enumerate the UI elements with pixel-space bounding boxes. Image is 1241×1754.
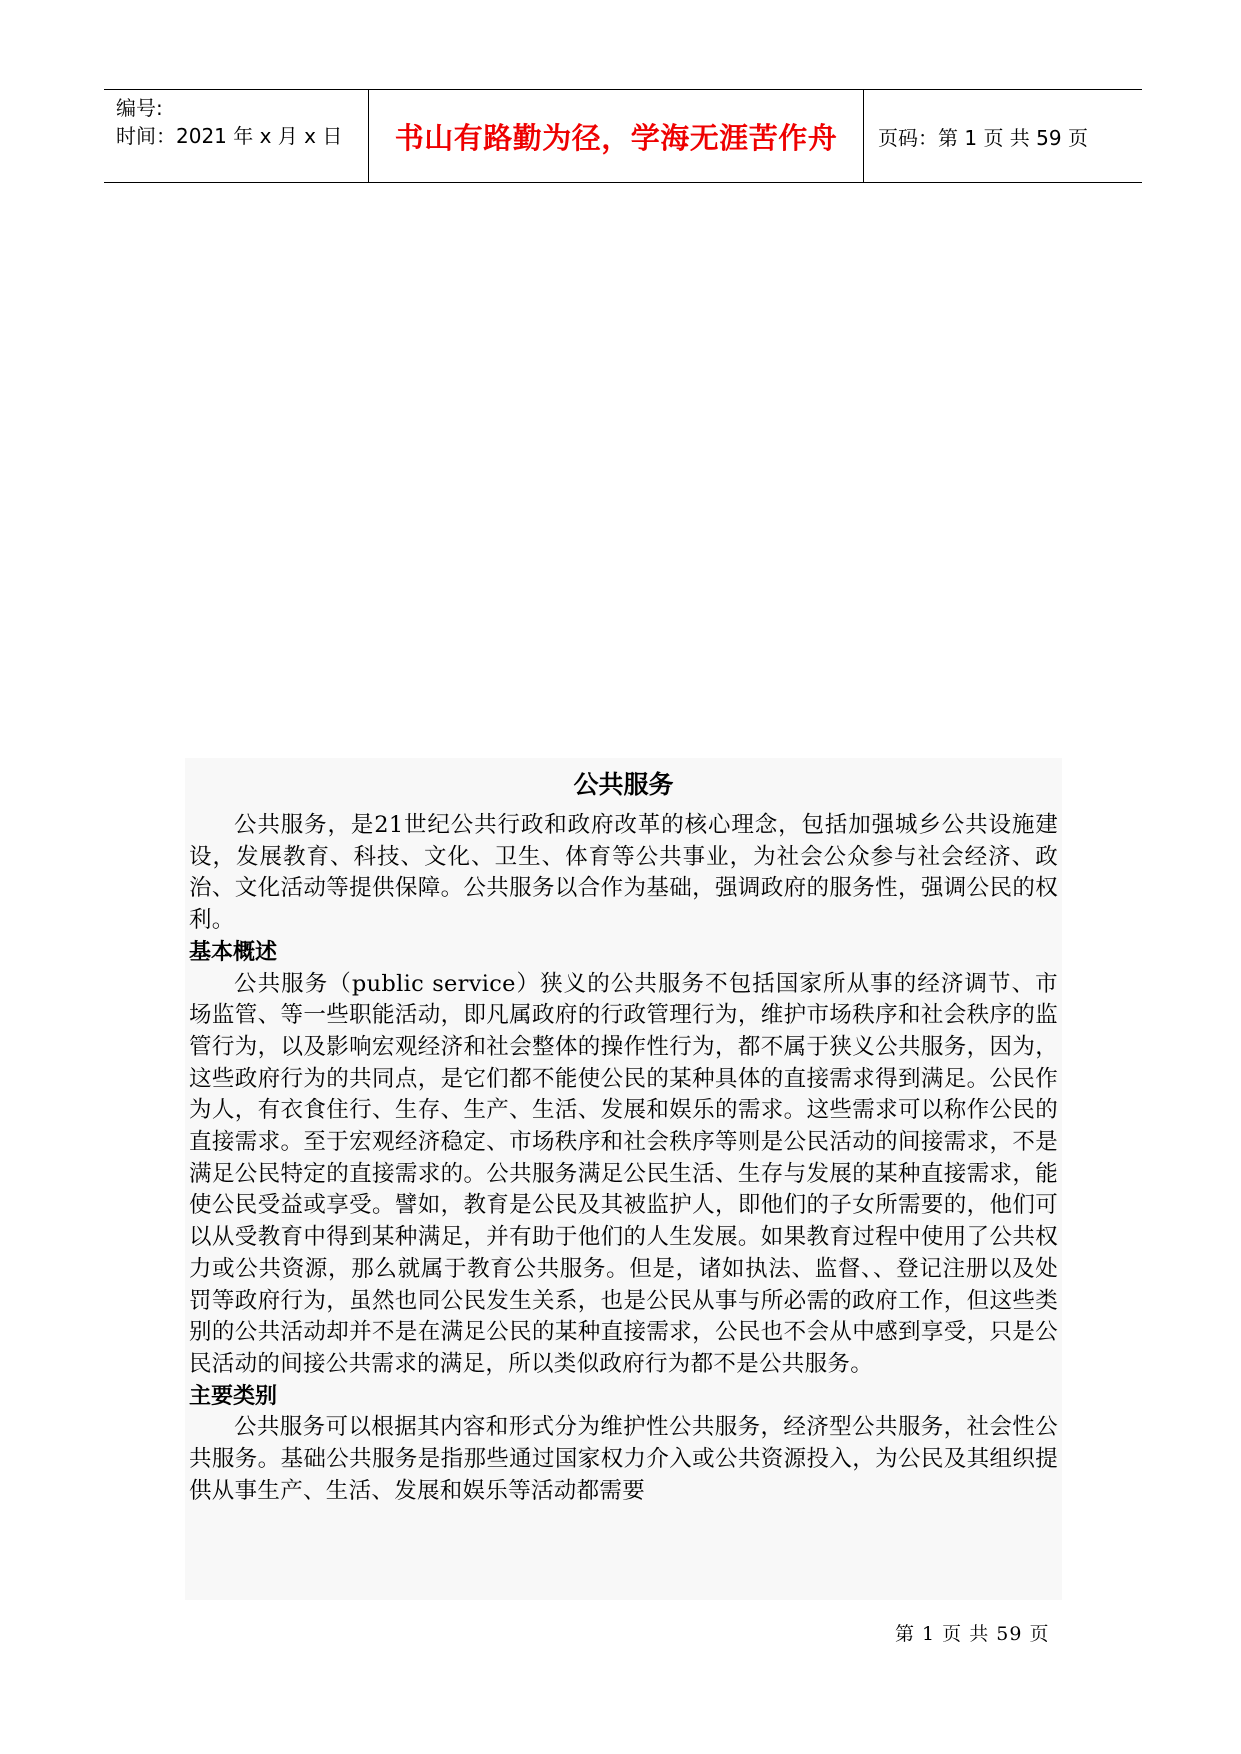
categories-paragraph: 公共服务可以根据其内容和形式分为维护性公共服务，经济型公共服务，社会性公共服务。基础公共服务是指那些通过国家权力介入或公共资源投入，为公民及其组织提供从事生产、生活、发展和娱乐等活动都需要 <box>189 1414 1058 1504</box>
header-meta-cell <box>104 90 369 182</box>
section-heading-categories: 主要类别 <box>189 1383 278 1409</box>
footer-page-number: 第 1 页 共 59 页 <box>895 1623 1050 1645</box>
header-table <box>104 89 1142 183</box>
document-body <box>185 758 1062 1600</box>
document-time-label: 时间：2021 年 x 月 x 日 <box>116 124 343 148</box>
header-page-number: 页码：第 1 页 共 59 页 <box>878 125 1088 150</box>
document-number-label: 编号: <box>116 96 163 120</box>
intro-paragraph: 公共服务，是21世纪公共行政和政府改革的核心理念，包括加强城乡公共设施建设，发展教育、科技、文化、卫生、体育等公共事业，为社会公众参与社会经济、政治、文化活动等提供保障。公共服务以合作为基础，强调政府的服务性，强调公民的权利。 <box>189 812 1058 934</box>
motto-text: 书山有路勤为径，学海无涯苦作舟 <box>394 120 838 155</box>
overview-paragraph: 公共服务（public service）狭义的公共服务不包括国家所从事的经济调节、市场监管、等一些职能活动，即凡属政府的行政管理行为，维护市场秩序和社会秩序的监管行为，以及影响宏观经济和社会整体的操作性行为，都不属于狭义公共服务，因为，这些政府行为的共同点，是它们都不能使公民的某种具体的直接需求得到满足。公民作为人，有衣食住行、生存、生产、生活、发展和娱乐的需求。这些需求可以称作公民的直接需求。至于宏观经济稳定、市场秩序和社会秩序等则是公民活动的间接需求，不是满足公民特定的直接需求的。公共服务满足公民生活、生存与发展的某种直接需求，能使公民受益或享受。譬如，教育是公民及其被监护人，即他们的子女所需要的，他们可以从受教育中得到某种满足，并有助于他们的人生发展。如果教育过程中使用了公共权力或公共资源，那么就属于教育公共服务。但是，诸如执法、监督、、登记注册以及处罚等政府行为，虽然也同公民发生关系，也是公民从事与所必需的政府工作，但这些类别的公共活动却并不是在满足公民的某种直接需求，公民也不会从中感到享受，只是公民活动的间接公共需求的满足，所以类似政府行为都不是公共服务。 <box>189 970 1058 1377</box>
header-page-cell <box>864 90 1142 182</box>
section-heading-overview: 基本概述 <box>189 939 278 965</box>
page-footer <box>895 1621 1065 1647</box>
document-title: 公共服务 <box>573 770 674 799</box>
header-motto-cell <box>369 90 864 182</box>
